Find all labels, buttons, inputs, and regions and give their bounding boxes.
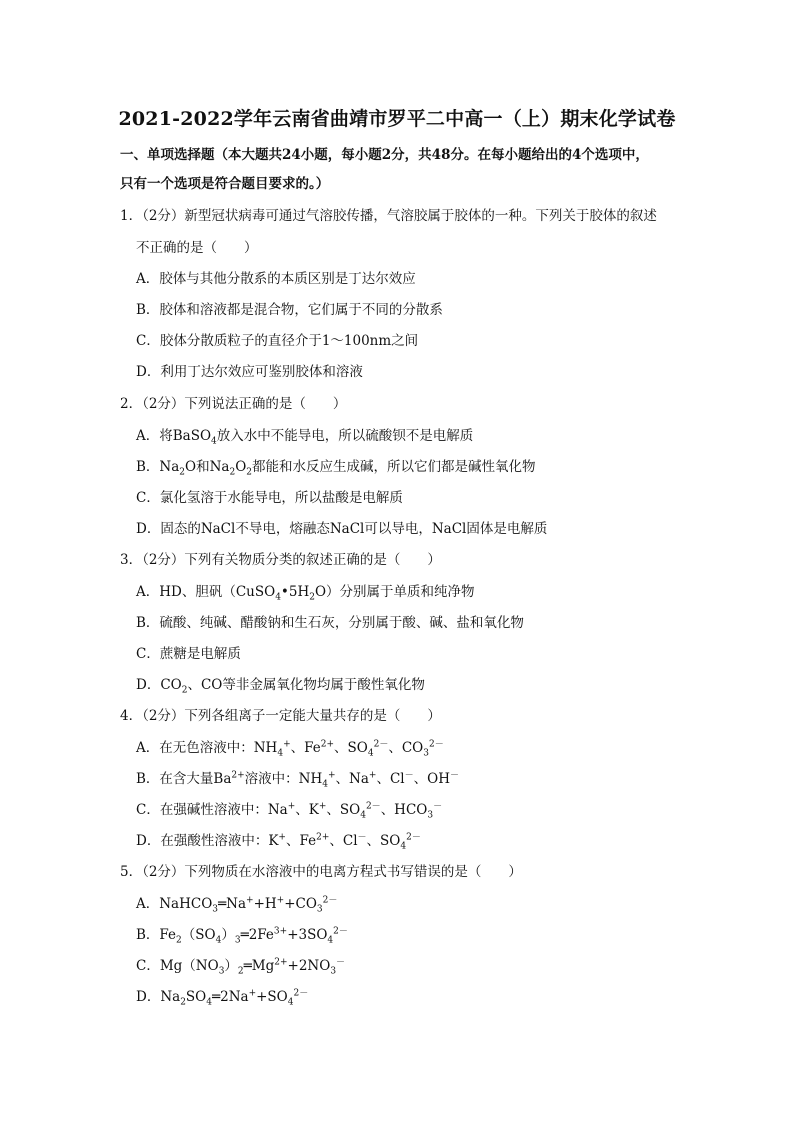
question-1-stem: 1．（2分）新型冠状病毒可通过气溶胶传播，气溶胶属于胶体的一种。下列关于胶体的叙述 [120, 208, 657, 224]
q5-option-b: B．$Fe_2(SO_4)_3═2Fe^{3+}+3SO_4^{2-}$ [136, 926, 348, 946]
q1-option-d: D．利用丁达尔效应可鉴别胶体和溶液 [136, 364, 363, 380]
q1-option-b: B．胶体和溶液都是混合物，它们属于不同的分散系 [136, 302, 443, 318]
q4-option-b: B．在含大量$Ba^{2+}$溶液中：$NH_4^+$、Na+、Cl－、OH－ [136, 770, 459, 790]
q3-option-b: B．硫酸、纯碱、醋酸钠和生石灰，分别属于酸、碱、盐和氧化物 [136, 615, 524, 631]
question-5-stem: 5．（2分）下列物质在水溶液中的电离方程式书写错误的是（ ） [120, 864, 522, 880]
q4-option-a: A．在无色溶液中：$NH_4^+$、$Fe^{2+}$、$SO_4^{2-}$、$CO_3^{2-}$ [136, 739, 444, 759]
q1-option-a: A．胶体与其他分散系的本质区别是丁达尔效应 [136, 271, 416, 287]
q1-option-c: C．胶体分散质粒子的直径介于1～100nm之间 [136, 333, 419, 349]
question-1-stem-cont: 不正确的是（ ） [136, 240, 258, 256]
q2-option-d: D．固态的NaCl不导电，熔融态NaCl可以导电，NaCl固体是电解质 [136, 521, 548, 537]
q2-option-b: B．$Na_2O$和$Na_2O_2$都能和水反应生成碱，所以它们都是碱性氧化物 [136, 459, 536, 478]
section-line-1: 一、单项选择题（本大题共24小题，每小题2分，共48分。在每小题给出的4个选项中， [120, 147, 649, 163]
q5-option-d: D．$Na_2SO_4═2Na^++SO_4^{2-}$ [136, 988, 309, 1008]
section-instructions [120, 141, 680, 199]
q2-option-c: C．氯化氢溶于水能导电，所以盐酸是电解质 [136, 490, 403, 506]
q3-option-c: C．蔗糖是电解质 [136, 646, 241, 662]
q2-option-a: A．将BaSO$_4$放入水中不能导电，所以硫酸钡不是电解质 [136, 428, 474, 447]
q5-option-c: C．$Mg(NO_3)_2═Mg^{2+}+2NO_3^-$ [136, 957, 346, 977]
q4-option-c: C．在强碱性溶液中：Na+、K+、$SO_4^{2-}$、$HCO_3^-$ [136, 801, 443, 821]
section-line-2: 只有一个选项是符合题目要求的。） [120, 176, 330, 192]
q3-option-a: A．HD、胆矾$(CuSO_4•5H_2O)$分别属于单质和纯净物 [136, 584, 475, 603]
q5-option-a: A．$NaHCO_3═Na^++H^++CO_3^{2-}$ [136, 895, 338, 915]
question-3-stem: 3．（2分）下列有关物质分类的叙述正确的是（ ） [120, 552, 441, 568]
question-4-stem: 4．（2分）下列各组离子一定能大量共存的是（ ） [120, 708, 441, 724]
q3-option-d: D．$CO_2$、CO等非金属氧化物均属于酸性氧化物 [136, 677, 425, 696]
exam-title: 2021-2022学年云南省曲靖市罗平二中高一（上）期末化学试卷 [118, 108, 676, 130]
q4-option-d: D．在强酸性溶液中：K+、$Fe^{2+}$、Cl－、$SO_4^{2-}$ [136, 832, 421, 852]
question-2-stem: 2．（2分）下列说法正确的是（ ） [120, 396, 347, 412]
